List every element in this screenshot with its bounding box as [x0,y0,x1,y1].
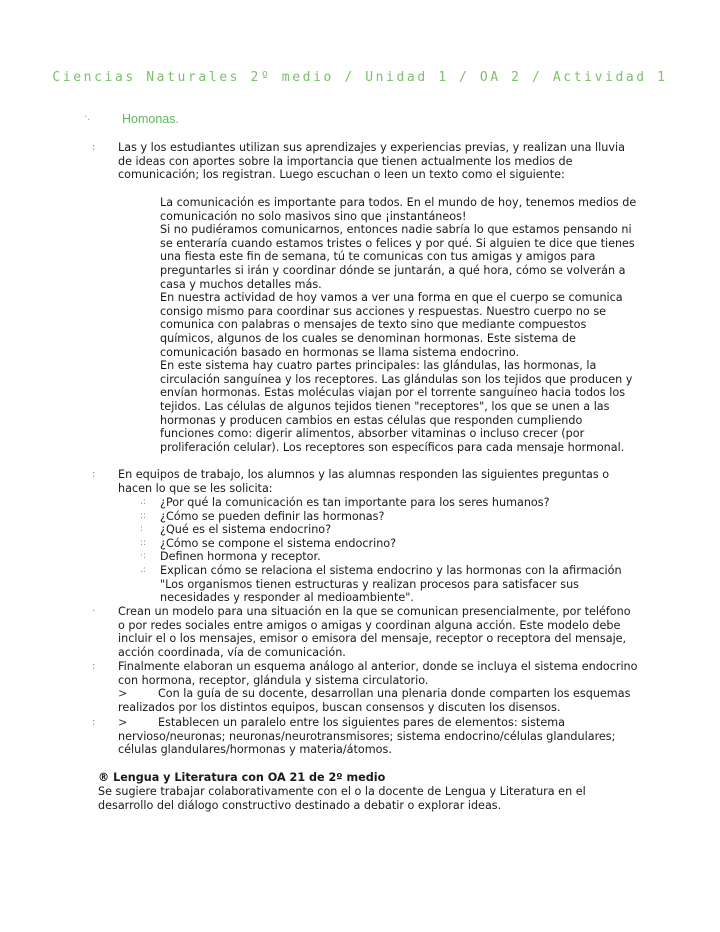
question-item [140,510,640,524]
reading-paragraph: En nuestra actividad de hoy vamos a ver una forma en que el cuerpo se comunica consigo mismo para coordinar sus acciones y respuestas. Nuestro cuerpo no se comunica con palabras o mensajes de texto sino que mediante compuestos químicos, algunos de los cuales se denominan hormonas. Este sistema de comunicación basado en hormonas se llama sistema endocrino. [160,291,623,359]
question-text: ¿Cómo se pueden definir las hormonas? [160,509,385,523]
reading-paragraph: Si no pudiéramos comunicarnos, entonces nadie sabría lo que estamos pensando ni se enteraría cuando estamos tristes o felices y por qué. Si alguien te dice que tienes una fiesta este fin de semana, tú te comunicas con tus amigas y amigos para preguntarles si irán y coordinar dónde se juntarán, a qué hora, cómo se volverán a casa y muchos detalles más. [160,223,635,291]
bullet-marker: .: [140,564,146,575]
plenary-text: Con la guía de su docente, desarrollan una plenaria donde comparten los esquemas realizados por los distintos equipos, buscan consensos y discuten los disensos. [118,687,631,714]
reading-paragraph: En este sistema hay cuatro partes principales: las glándulas, las hormonas, la circulación sanguínea y los receptores. Las glándulas son los tejidos que producen y envían hormonas. Estas moléculas viajan por el torrente sanguíneo hacia todos los tejidos. Las células de algunos tejidos tienen "receptores", los que se unen a las hormonas y producen cambios en estas células que responden cumpliendo funciones como: digerir alimentos, absorber vitaminas o incluso crecer (por proliferación celular). Los receptores son específicos para cada mensaje hormonal. [160,359,633,454]
question-item [140,550,640,564]
question-item [140,496,640,510]
page-title: Ciencias Naturales 2º medio / Unidad 1 / OA 2 / Actividad 1 [52,70,668,85]
parallel-text: Establecen un paralelo entre los siguientes pares de elementos: sistema nervioso/neuronas; neuronas/neurotransmisores; sistema endocrino/células glandulares; células glandulares/hormonas y materia/átomos. [118,716,616,757]
bullet-marker: : [92,717,96,728]
question-item [140,537,640,551]
reading-text [160,196,638,454]
section-title: Homonas. [122,112,179,126]
bullet-marker: :: [140,510,147,521]
question-text: Explican cómo se relaciona el sistema endocrino y las hormonas con la afirmación "Los organismos tienen estructuras y realizan procesos para satisfacer sus necesidades y responder al medioambiente". [160,563,622,605]
scheme-step [118,660,638,714]
scheme-text: Finalmente elaboran un esquema análogo al anterior, donde se incluya el sistema endocrino con hormona, receptor, glándula y sistema circulatorio. [118,660,638,687]
question-item [140,523,640,537]
bullet-marker: · [92,606,96,617]
question-list [140,496,640,605]
reading-paragraph: La comunicación es importante para todos. En el mundo de hoy, tenemos medios de comunicación no solo masivos sino que ¡instantáneos! [160,196,637,223]
arrow-icon: > [118,687,128,701]
question-item [140,564,640,605]
section-marker: ·. [84,112,91,123]
bullet-marker: ·: [140,551,146,562]
bullet-marker: : [92,142,96,153]
teamwork-intro: En equipos de trabajo, los alumnos y las alumnas responden las siguientes preguntas o hacen lo que se les solicita: [118,468,610,495]
crosslink-text: Se sugiere trabajar colaborativamente con el o la docente de Lengua y Literatura en el desarrollo del diálogo constructivo destinado a debatir o explorar ideas. [98,785,586,812]
intro-step: Las y los estudiantes utilizan sus aprendizajes y experiencias previas, y realizan una lluvia de ideas con aportes sobre la importancia que tienen actualmente los medios de comunicación; los registran. Luego escuchan o leen un texto como el siguiente: [118,141,625,182]
bullet-marker: : [140,524,144,535]
bullet-marker: : [92,469,96,480]
parallel-step [118,716,638,757]
crosslink-title: ® Lengua y Literatura con OA 21 de 2º medio [98,771,386,784]
bullet-marker: .: [140,497,146,507]
bullet-marker: : [92,661,96,672]
question-text: ¿Cómo se compone el sistema endocrino? [160,536,397,550]
arrow-icon: > [118,716,128,729]
plenary-row [118,687,638,714]
model-step: Crean un modelo para una situación en la que se comunican presencialmente, por teléfono o por redes sociales entre amigos o amigas y coordinan alguna acción. Este modelo debe incluir el o los mensajes, emisor o emisora del mensaje, receptor o receptora del mensaje, acción coordinada, vía de comunicación. [118,605,631,659]
bullet-marker: :: [140,537,147,548]
question-text: ¿Por qué la comunicación es tan importante para los seres humanos? [160,496,550,509]
question-text: ¿Qué es el sistema endocrino? [160,523,332,537]
question-text: Definen hormona y receptor. [160,550,321,564]
